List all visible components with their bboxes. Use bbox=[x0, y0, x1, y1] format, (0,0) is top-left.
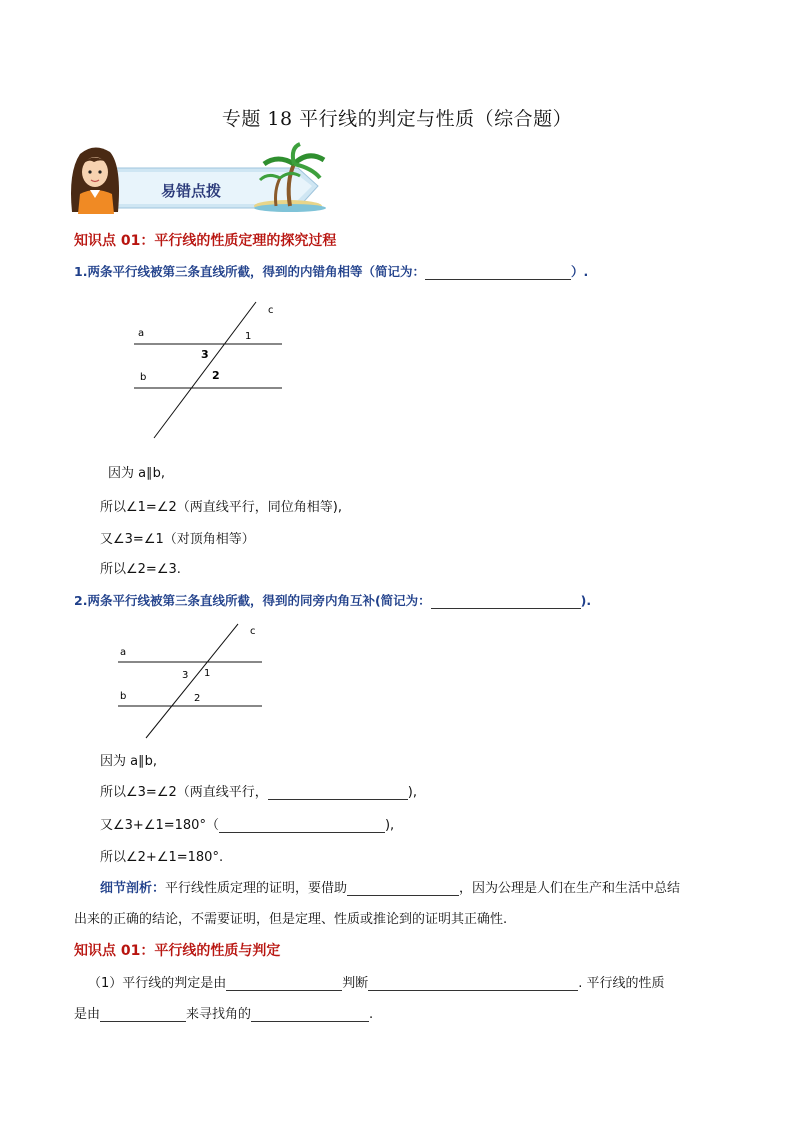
detail-analysis bbox=[100, 877, 680, 896]
angle-3-label: 3 bbox=[182, 670, 189, 681]
parallel-lines-figure-1 bbox=[120, 298, 300, 444]
reasoning-text: 所以∠3=∠2（两直线平行， bbox=[100, 785, 268, 800]
reasoning-line: 又∠3=∠1（对顶角相等） bbox=[100, 532, 255, 547]
reasoning-line: 因为 a∥b, bbox=[108, 466, 165, 481]
kp2-paragraph-line-1 bbox=[88, 972, 665, 991]
question-1-text: 1.两条平行线被第三条直线所截，得到的内错角相等（简记为： bbox=[74, 264, 425, 279]
reasoning-line bbox=[100, 814, 394, 833]
reasoning-line bbox=[100, 781, 417, 800]
kp2-text: . 平行线的性质 bbox=[578, 976, 665, 991]
kp2-paragraph-line-2 bbox=[74, 1003, 373, 1022]
label-b: b bbox=[120, 691, 127, 702]
line-c bbox=[154, 302, 256, 438]
detail-analysis-label: 细节剖析： bbox=[100, 881, 166, 896]
question-1-text-end: ）. bbox=[570, 264, 589, 279]
reasoning-line: 因为 a∥b, bbox=[100, 754, 157, 769]
knowledge-point-heading: 知识点 01：平行线的性质与判定 bbox=[74, 943, 281, 959]
label-c: c bbox=[268, 305, 274, 316]
answer-blank[interactable] bbox=[347, 881, 459, 896]
reasoning-text: ), bbox=[407, 785, 417, 800]
angle-2-label: 2 bbox=[194, 693, 201, 704]
label-a: a bbox=[120, 647, 127, 658]
answer-blank[interactable] bbox=[251, 1007, 369, 1022]
kp2-text: . bbox=[369, 1007, 374, 1022]
detail-analysis-line-2: 出来的正确的结论，不需要证明，但是定理、性质或推论到的证明其正确性. bbox=[74, 912, 508, 927]
reasoning-line: 所以∠2=∠3. bbox=[100, 562, 181, 577]
reasoning-text: ), bbox=[384, 818, 395, 833]
answer-blank[interactable] bbox=[431, 594, 581, 609]
kp2-text: 是由 bbox=[74, 1007, 101, 1022]
answer-blank[interactable] bbox=[425, 265, 571, 280]
reasoning-text: 又∠3+∠1=180°（ bbox=[100, 818, 219, 833]
answer-blank[interactable] bbox=[368, 976, 578, 991]
detail-text: 平行线性质定理的证明，要借助 bbox=[165, 881, 348, 896]
label-a: a bbox=[138, 328, 145, 339]
angle-2-label: 2 bbox=[212, 369, 220, 382]
detail-text: ，因为公理是人们在生产和生活中总结 bbox=[459, 881, 681, 896]
kp2-text: 判断 bbox=[342, 976, 369, 991]
line-c bbox=[146, 624, 238, 738]
page-title: 专题 18 平行线的判定与性质（综合题） bbox=[221, 108, 573, 130]
angle-3-label: 3 bbox=[201, 348, 209, 361]
answer-blank[interactable] bbox=[100, 1007, 186, 1022]
question-2-text-end: ). bbox=[580, 593, 592, 608]
section-banner bbox=[68, 142, 326, 214]
kp2-text: （1）平行线的判定是由 bbox=[88, 976, 227, 991]
label-b: b bbox=[140, 372, 147, 383]
answer-blank[interactable] bbox=[219, 818, 385, 833]
question-1 bbox=[74, 262, 588, 280]
angle-1-label: 1 bbox=[245, 331, 252, 342]
banner-illustration bbox=[68, 142, 326, 214]
angle-1-label: 1 bbox=[204, 668, 211, 679]
label-c: c bbox=[250, 626, 256, 637]
reasoning-line: 所以∠1=∠2（两直线平行，同位角相等), bbox=[100, 500, 342, 515]
question-2 bbox=[74, 591, 591, 609]
kp2-text: 来寻找角的 bbox=[186, 1007, 252, 1022]
knowledge-point-heading: 知识点 01：平行线的性质定理的探究过程 bbox=[74, 233, 337, 249]
answer-blank[interactable] bbox=[268, 785, 408, 800]
parallel-lines-figure-2 bbox=[110, 618, 280, 742]
reasoning-line: 所以∠2+∠1=180°. bbox=[100, 850, 224, 865]
answer-blank[interactable] bbox=[226, 976, 342, 991]
banner-label: 易错点拨 bbox=[161, 182, 222, 200]
question-2-text: 2.两条平行线被第三条直线所截，得到的同旁内角互补(简记为： bbox=[74, 593, 431, 608]
